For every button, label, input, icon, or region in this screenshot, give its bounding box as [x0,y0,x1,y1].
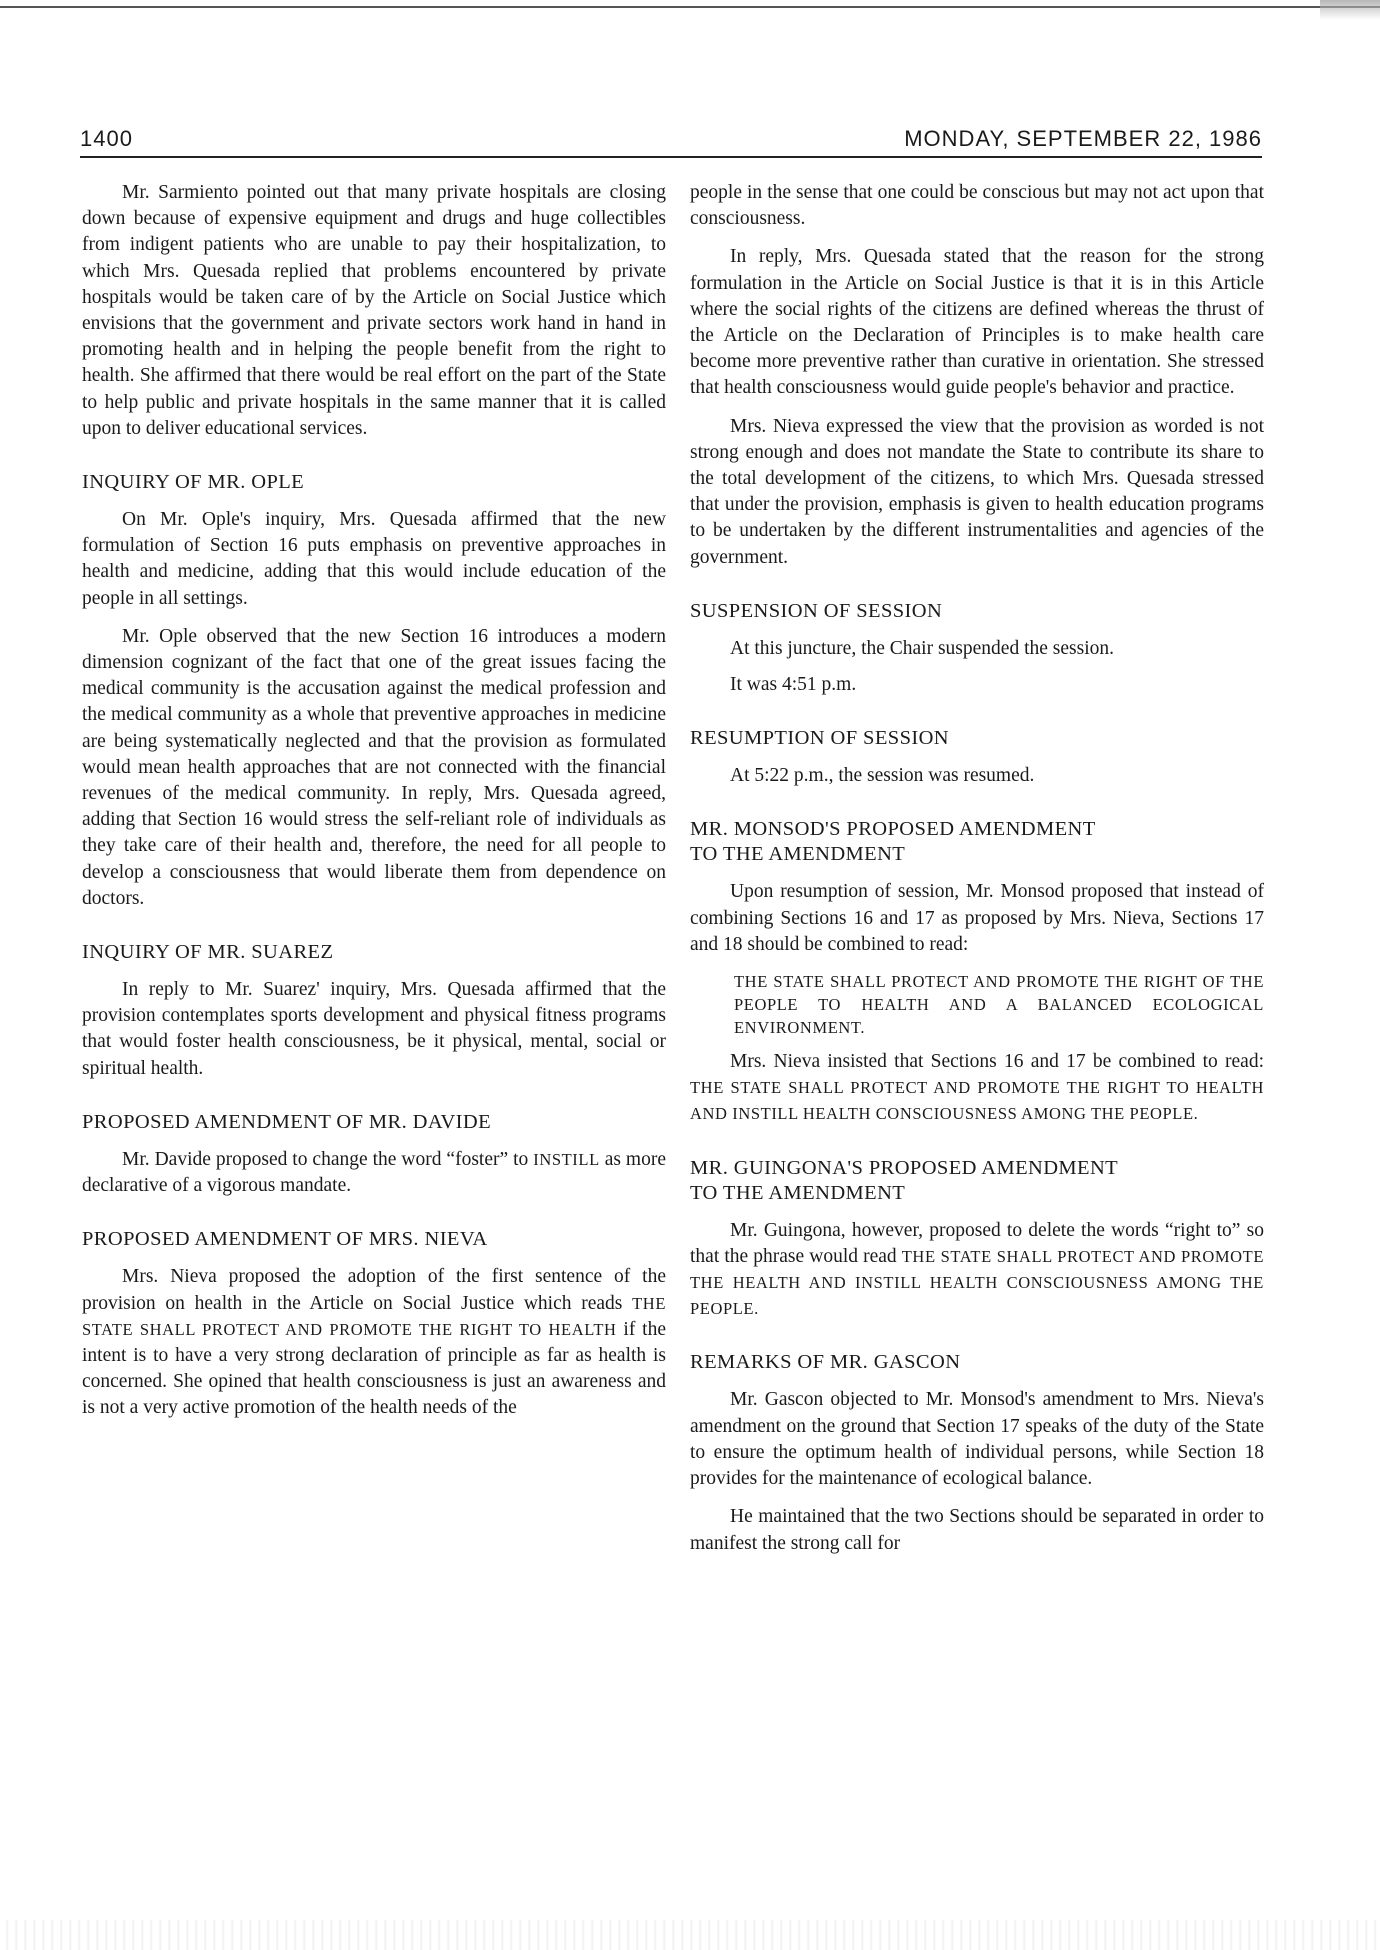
heading-monsod-line2: TO THE AMENDMENT [690,843,906,866]
scan-noise-footer [0,1920,1380,1950]
heading-monsod-amendment [690,817,1264,867]
heading-guingona-line1: MR. GUINGONA'S PROPOSED AMENDMENT [690,1156,1119,1179]
paragraph-nieva [82,1264,666,1421]
paragraph-suspension-2: It was 4:51 p.m. [730,674,857,696]
paragraph-resumption: At 5:22 p.m., the session was resumed. [730,765,1035,787]
left-column [82,180,666,1434]
heading-gascon: REMARKS OF MR. GASCON [690,1351,961,1374]
quote-monsod: THE STATE SHALL PROTECT AND PROMOTE THE RIGHT OF THE PEOPLE TO HEALTH AND A BALANCED ECOLOGICAL ENVIRONMENT. [734,972,1264,1038]
nieva-text-a: Mrs. Nieva proposed the adoption of the first sentence of the provision on health in the Article on Social Justice which reads [82,1266,666,1314]
paragraph-continuation: people in the sense that one could be conscious but may not act upon that consciousness. [690,182,1264,230]
paragraph-suarez: In reply to Mr. Suarez' inquiry, Mrs. Quesada affirmed that the provision contemplates sports development and physical fitness programs that would foster health consciousness, be it physical, mental, social or spiritual health. [82,979,666,1079]
heading-guingona-line2: TO THE AMENDMENT [690,1181,906,1204]
paragraph-nieva-insisted [690,1049,1264,1128]
nieva-text-b: if the intent is to have a very strong declaration of principle as far as health is concerned. She opined that health consciousness is just an awareness and is not a very active promotion of the health needs of the [82,1318,667,1419]
page-date: MONDAY, SEPTEMBER 22, 1986 [904,126,1262,151]
heading-suspension: SUSPENSION OF SESSION [690,599,943,622]
davide-caps: INSTILL [533,1149,600,1169]
page-number: 1400 [80,126,133,151]
heading-amendment-nieva: PROPOSED AMENDMENT OF MRS. NIEVA [82,1228,488,1251]
page-header [80,118,1262,158]
paragraph-suspension-1: At this juncture, the Chair suspended the session. [730,637,1114,659]
nieva-insisted-text: Mrs. Nieva insisted that Sections 16 and 17 be combined to read: [730,1051,1264,1073]
paragraph-nieva-view: Mrs. Nieva expressed the view that the provision as worded is not strong enough and does not mandate the State to contribute its share to the total development of the citizens, to which Mrs. Quesada stressed that under the provision, emphasis is given to health education programs to be undertaken by the different instrumentalities and agencies of the government. [690,415,1264,568]
paragraph-monsod: Upon resumption of session, Mr. Monsod proposed that instead of combining Sections 16 and 17 as proposed by Mrs. Nieva, Sections 17 and 18 should be combined to read: [690,881,1264,955]
heading-amendment-davide: PROPOSED AMENDMENT OF MR. DAVIDE [82,1110,492,1133]
heading-inquiry-suarez: INQUIRY OF MR. SUAREZ [82,941,334,964]
nieva-caps: THE STATE SHALL PROTECT AND PROMOTE THE RIGHT TO HEALTH [82,1293,666,1339]
paragraph-ople-inquiry: On Mr. Ople's inquiry, Mrs. Quesada affirmed that the new formulation of Section 16 puts emphasis on preventive approaches in health and medicine, adding that this would include education of the people in all settings. [82,509,666,609]
davide-text-b: as more declarative of a vigorous mandate. [82,1148,666,1197]
heading-guingona-amendment [690,1156,1264,1206]
heading-resumption: RESUMPTION OF SESSION [690,727,950,750]
guingona-text: Mr. Guingona, however, proposed to delete the words “right to” so that the phrase would read [690,1219,1264,1267]
nieva-insisted-caps: THE STATE SHALL PROTECT AND PROMOTE THE RIGHT TO HEALTH AND INSTILL HEALTH CONSCIOUSNESS AMONG THE PEOPLE. [690,1078,1264,1124]
scan-smudge [1320,0,1380,20]
heading-monsod-line1: MR. MONSOD'S PROPOSED AMENDMENT [690,818,1096,841]
paragraph-sarmiento: Mr. Sarmiento pointed out that many private hospitals are closing down because of expensive equipment and drugs and huge collectibles from indigent patients who are unable to pay their hospitalization, to which Mrs. Quesada replied that problems encountered by private hospitals would be taken care of by the Article on Social Justice which envisions that the government and private sectors work hand in hand in promoting health and in helping the people benefit from the right to health. She affirmed that there would be real effort on the part of the State to help public and private hospitals in the same manner that it is called upon to deliver educational services. [82,182,666,439]
paragraph-ople-observation: Mr. Ople observed that the new Section 16 introduces a modern dimension cognizant of the fact that one of the great issues facing the medical community is the accusation against the medical profession and the medical community as a whole that preventive approaches in medicine are being systematically neglected and that the provision as formulated would mean health approaches that are not connected with the financial revenues of the medical community. In reply, Mrs. Quesada agreed, adding that Section 16 would stress the self-reliant role of individuals as they take care of their health and, therefore, the need for all people to develop a consciousness that would liberate them from dependence on doctors. [82,625,666,909]
paragraph-gascon-1: Mr. Gascon objected to Mr. Monsod's amendment to Mrs. Nieva's amendment on the ground that Section 17 speaks of the duty of the State to ensure the optimum health of individual persons, while Section 18 provides for the maintenance of ecological balance. [690,1389,1264,1490]
davide-text-a: Mr. Davide proposed to change the word “foster” to [122,1148,534,1170]
heading-inquiry-ople: INQUIRY OF MR. OPLE [82,471,305,494]
top-border-line [0,6,1380,8]
paragraph-guingona [690,1218,1264,1323]
paragraph-quesada-reply: In reply, Mrs. Quesada stated that the reason for the strong formulation in the Article on Social Justice is that it is in this Article where the social rights of the citizens are defined whereas the thrust of the Article on the Declaration of Principles is to make health care become more preventive rather than curative in orientation. She stressed that health consciousness would guide people's behavior and practice. [690,246,1264,399]
paragraph-gascon-2: He maintained that the two Sections should be separated in order to manifest the strong call for [690,1506,1264,1554]
guingona-caps: THE STATE SHALL PROTECT AND PROMOTE THE HEALTH AND INSTILL HEALTH CONSCIOUSNESS AMONG THE PEOPLE. [690,1246,1265,1319]
paragraph-davide [82,1147,666,1199]
right-column [690,180,1264,1569]
